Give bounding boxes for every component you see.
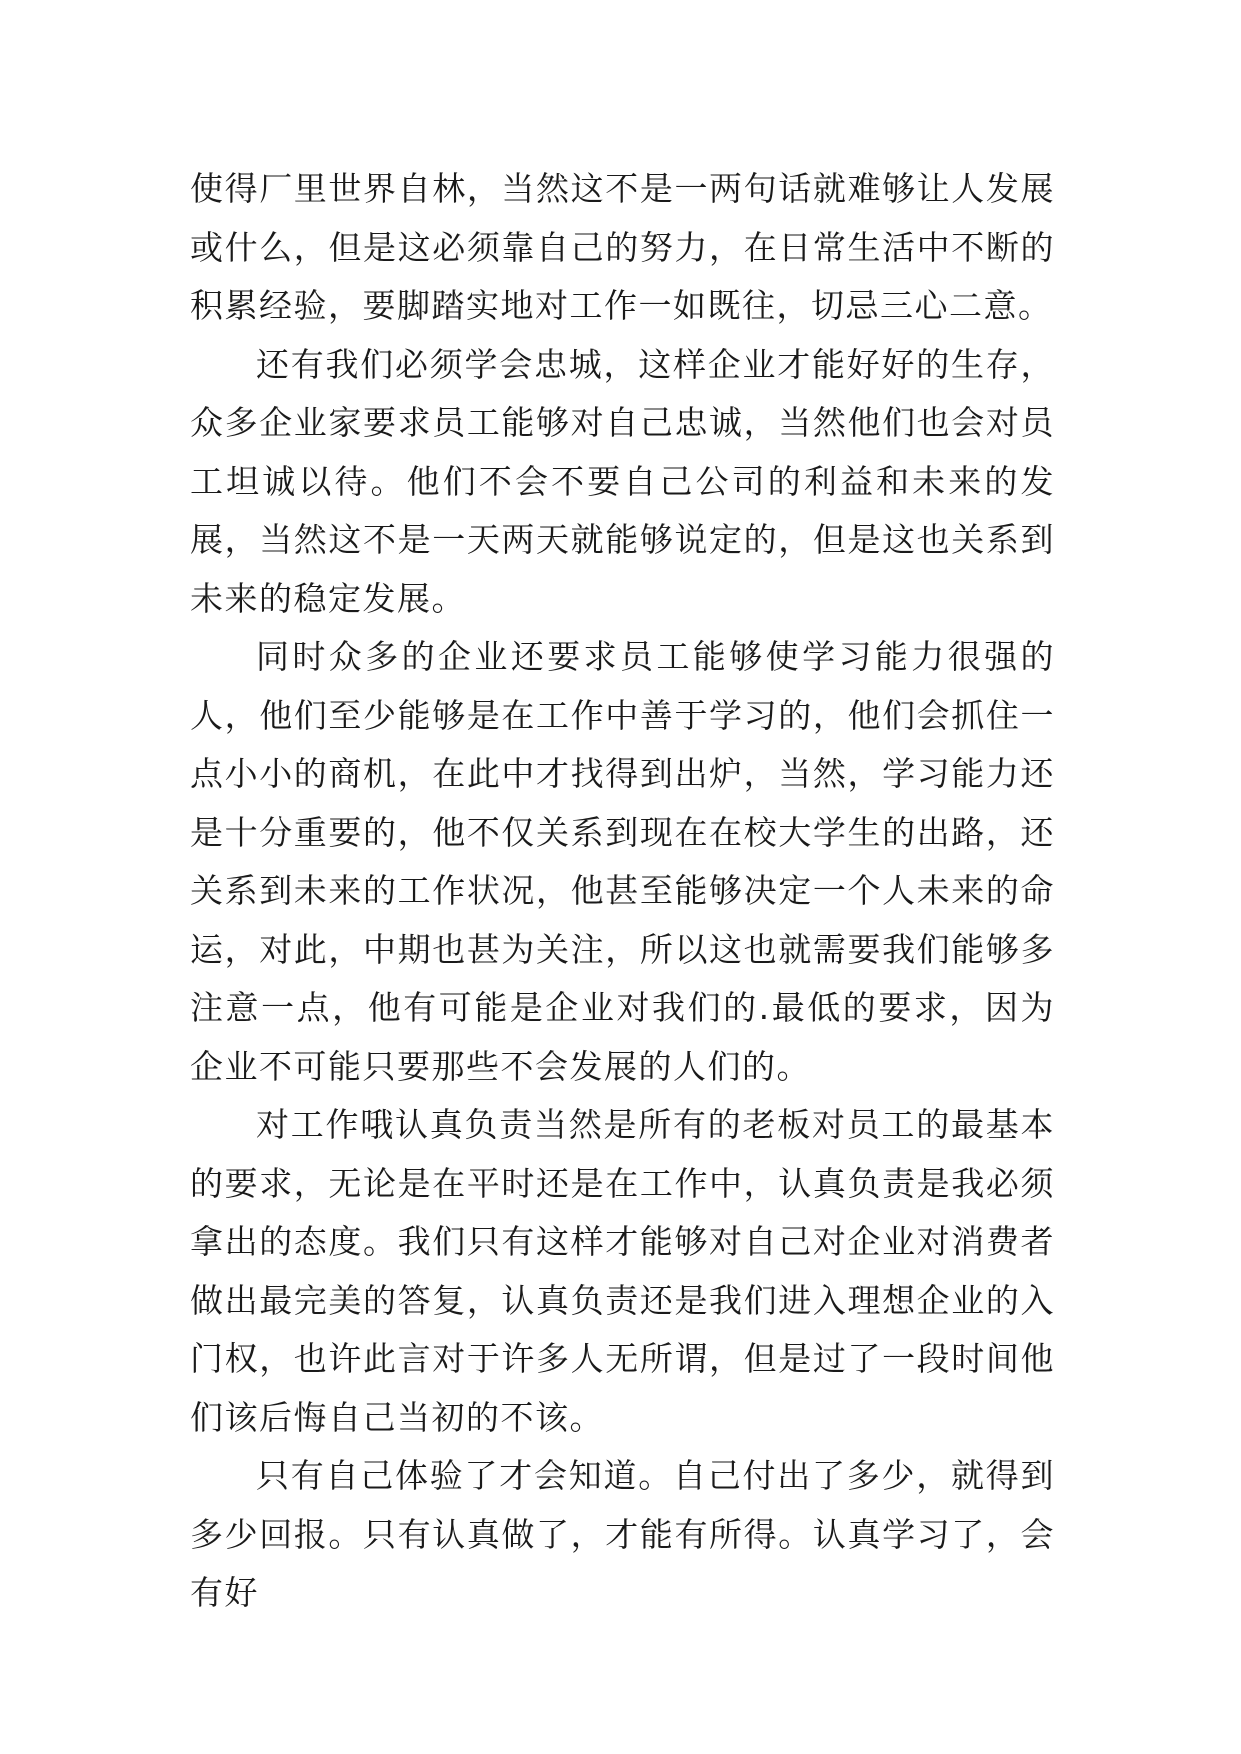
document-body <box>190 160 1055 1623</box>
paragraph-2: 还有我们必须学会忠城，这样企业才能好好的生存，众多企业家要求员工能够对自己忠诚，当然他们也会对员工坦诚以待。他们不会不要自己公司的利益和未来的发展，当然这不是一天两天就能够说定的，但是这也关系到未来的稳定发展。 <box>190 344 1055 618</box>
paragraph-5: 只有自己体验了才会知道。自己付出了多少，就得到多少回报。只有认真做了，才能有所得。认真学习了，会有好 <box>190 1456 1055 1612</box>
paragraph-1: 使得厂里世界自林，当然这不是一两句话就难够让人发展或什么，但是这必须靠自己的努力，在日常生活中不断的积累经验，要脚踏实地对工作一如既往，切忌三心二意。 <box>190 169 1055 325</box>
paragraph-3: 同时众多的企业还要求员工能够使学习能力很强的人，他们至少能够是在工作中善于学习的，他们会抓住一点小小的商机，在此中才找得到出炉，当然，学习能力还是十分重要的，他不仅关系到现在在校大学生的出路，还关系到未来的工作状况，他甚至能够决定一个人未来的命运，对此，中期也甚为关注，所以这也就需要我们能够多注意一点，他有可能是企业对我们的.最低的要求，因为企业不可能只要那些不会发展的人们的。 <box>190 637 1055 1086</box>
paragraph-4: 对工作哦认真负责当然是所有的老板对员工的最基本的要求，无论是在平时还是在工作中，认真负责是我必须拿出的态度。我们只有这样才能够对自己对企业对消费者做出最完美的答复，认真负责还是我们进入理想企业的入门权，也许此言对于许多人无所谓，但是过了一段时间他们该后悔自己当初的不该。 <box>190 1105 1055 1437</box>
